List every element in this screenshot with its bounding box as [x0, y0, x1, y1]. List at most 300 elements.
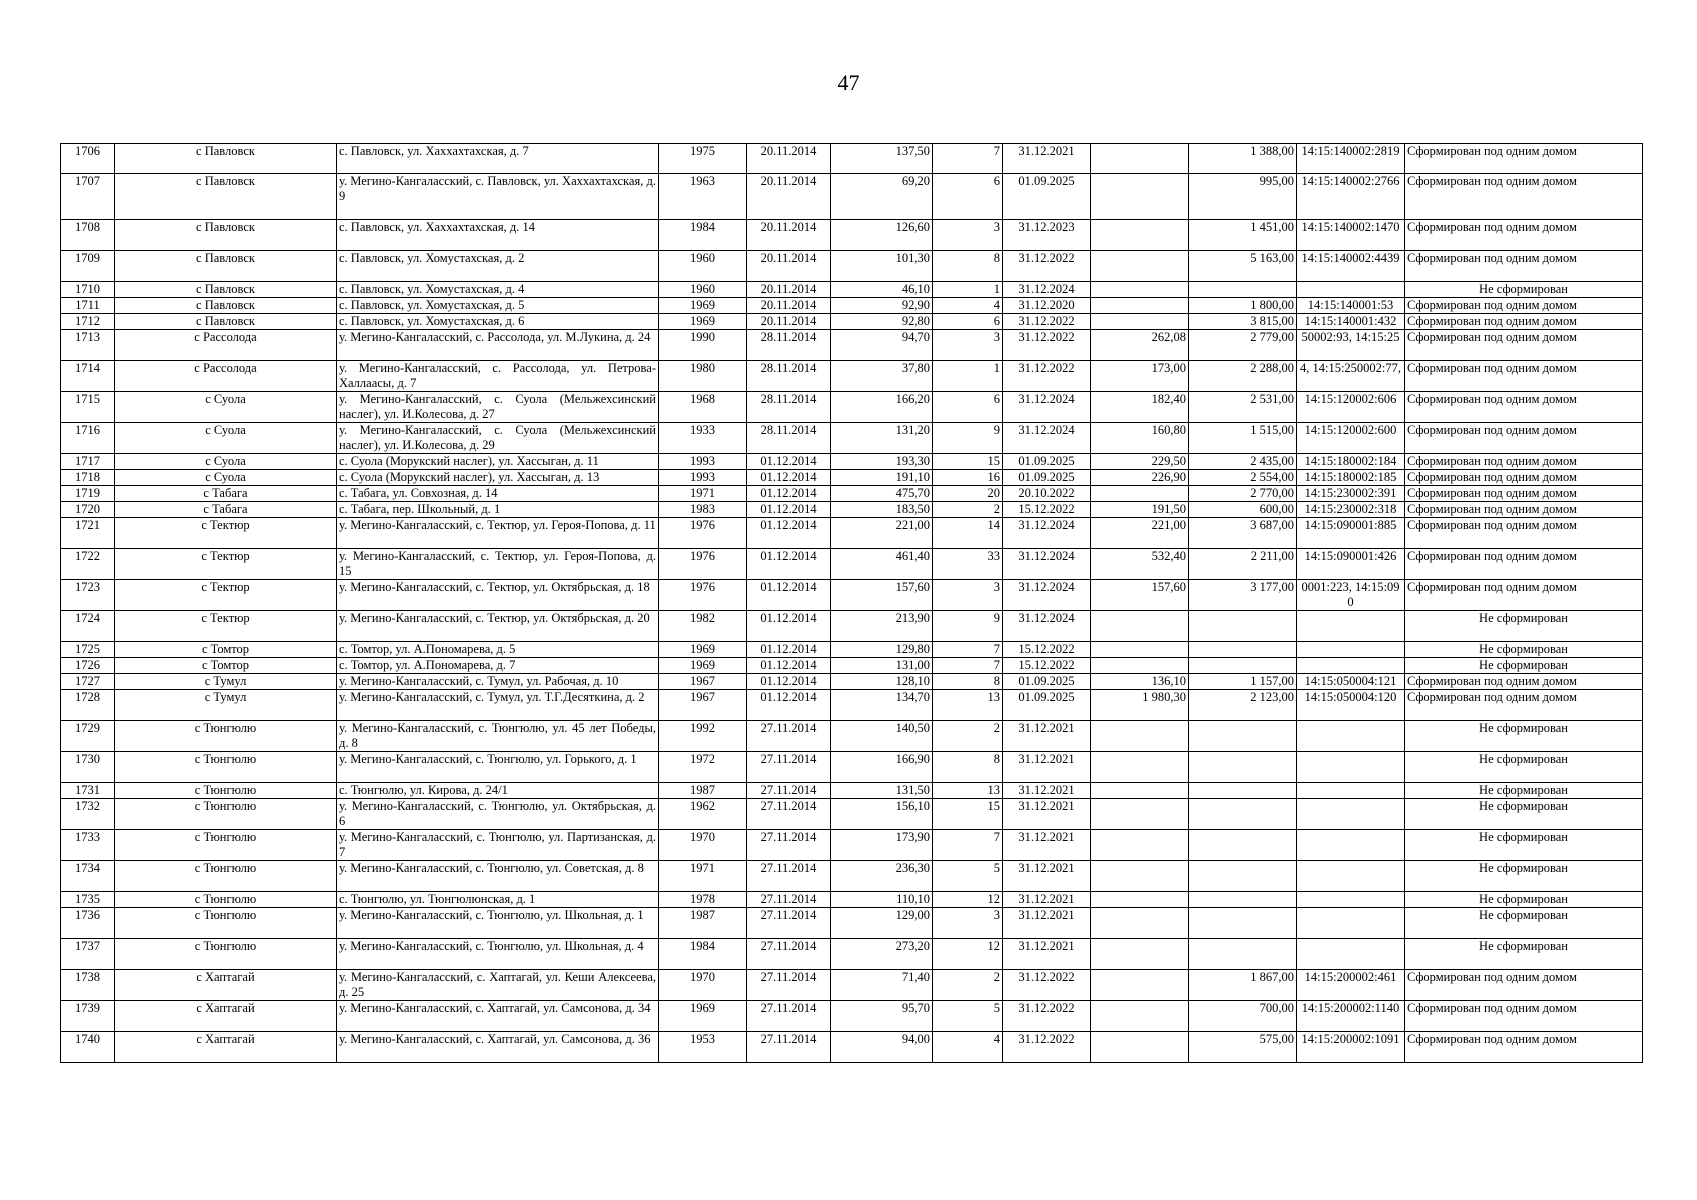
- cadastral-number-cell: 14:15:180002:184: [1297, 454, 1405, 470]
- recognition-date-cell: 20.11.2014: [747, 282, 831, 298]
- address-cell: у. Мегино-Кангаласский, с. Тектюр, ул. Героя-Попова, д. 11: [337, 518, 659, 549]
- address-cell: у. Мегино-Кангаласский, с. Тумул, ул. Рабочая, д. 10: [337, 674, 659, 690]
- settlement-name-cell: с Тюнгюлю: [115, 721, 337, 752]
- resettlement-deadline-cell: 31.12.2020: [1003, 298, 1091, 314]
- land-status-cell: Сформирован под одним домом: [1405, 549, 1643, 580]
- row-number-cell: 1726: [61, 658, 115, 674]
- build-year-cell: 1976: [659, 549, 747, 580]
- build-year-cell: 1982: [659, 611, 747, 642]
- residents-count-cell: 14: [933, 518, 1003, 549]
- recognition-date-cell: 20.11.2014: [747, 251, 831, 282]
- cadastral-cost-cell: 1 800,00: [1189, 298, 1297, 314]
- page-number: 47: [837, 70, 860, 95]
- land-area-cell: [1091, 611, 1189, 642]
- cadastral-cost-cell: [1189, 908, 1297, 939]
- area-cell: 101,30: [831, 251, 933, 282]
- land-area-cell: [1091, 1001, 1189, 1032]
- cadastral-number-cell: 14:15:140002:2766: [1297, 174, 1405, 220]
- row-number-cell: 1740: [61, 1032, 115, 1063]
- cadastral-cost-cell: [1189, 611, 1297, 642]
- residents-count-cell: 33: [933, 549, 1003, 580]
- area-cell: 69,20: [831, 174, 933, 220]
- settlement-name-cell: с Табага: [115, 486, 337, 502]
- settlement-name-cell: с Рассолода: [115, 361, 337, 392]
- table-row: [61, 721, 1643, 752]
- resettlement-deadline-cell: 31.12.2022: [1003, 1032, 1091, 1063]
- residents-count-cell: 8: [933, 752, 1003, 783]
- address-cell: с. Табага, пер. Школьный, д. 1: [337, 502, 659, 518]
- build-year-cell: 1980: [659, 361, 747, 392]
- address-cell: у. Мегино-Кангаласский, с. Тюнгюлю, ул. 45 лет Победы, д. 8: [337, 721, 659, 752]
- resettlement-deadline-cell: 31.12.2024: [1003, 549, 1091, 580]
- resettlement-deadline-cell: 01.09.2025: [1003, 454, 1091, 470]
- recognition-date-cell: 27.11.2014: [747, 970, 831, 1001]
- resettlement-deadline-cell: 31.12.2021: [1003, 144, 1091, 174]
- cadastral-number-cell: [1297, 642, 1405, 658]
- land-area-cell: [1091, 220, 1189, 251]
- cadastral-cost-cell: 3 815,00: [1189, 314, 1297, 330]
- residents-count-cell: 1: [933, 282, 1003, 298]
- residents-count-cell: 9: [933, 423, 1003, 454]
- residents-count-cell: 13: [933, 690, 1003, 721]
- area-cell: 191,10: [831, 470, 933, 486]
- cadastral-number-cell: 14:15:090001:885: [1297, 518, 1405, 549]
- resettlement-deadline-cell: 01.09.2025: [1003, 470, 1091, 486]
- area-cell: 94,00: [831, 1032, 933, 1063]
- cadastral-number-cell: 14:15:200002:1091: [1297, 1032, 1405, 1063]
- table-row: [61, 282, 1643, 298]
- land-status-cell: Сформирован под одним домом: [1405, 674, 1643, 690]
- land-area-cell: [1091, 144, 1189, 174]
- cadastral-cost-cell: [1189, 830, 1297, 861]
- row-number-cell: 1733: [61, 830, 115, 861]
- land-status-cell: Сформирован под одним домом: [1405, 174, 1643, 220]
- recognition-date-cell: 27.11.2014: [747, 1001, 831, 1032]
- housing-registry-table: [60, 143, 1643, 1063]
- residents-count-cell: 5: [933, 861, 1003, 892]
- cadastral-cost-cell: 1 388,00: [1189, 144, 1297, 174]
- settlement-name-cell: с Тектюр: [115, 611, 337, 642]
- resettlement-deadline-cell: 31.12.2021: [1003, 939, 1091, 970]
- residents-count-cell: 4: [933, 1032, 1003, 1063]
- row-number-cell: 1737: [61, 939, 115, 970]
- recognition-date-cell: 27.11.2014: [747, 830, 831, 861]
- resettlement-deadline-cell: 01.09.2025: [1003, 690, 1091, 721]
- residents-count-cell: 12: [933, 892, 1003, 908]
- recognition-date-cell: 27.11.2014: [747, 861, 831, 892]
- settlement-name-cell: с Павловск: [115, 220, 337, 251]
- address-cell: с. Павловск, ул. Хомустахская, д. 6: [337, 314, 659, 330]
- land-status-cell: Сформирован под одним домом: [1405, 361, 1643, 392]
- table-row: [61, 783, 1643, 799]
- row-number-cell: 1714: [61, 361, 115, 392]
- residents-count-cell: 20: [933, 486, 1003, 502]
- resettlement-deadline-cell: 31.12.2021: [1003, 861, 1091, 892]
- land-status-cell: Сформирован под одним домом: [1405, 1032, 1643, 1063]
- cadastral-cost-cell: 3 687,00: [1189, 518, 1297, 549]
- row-number-cell: 1724: [61, 611, 115, 642]
- row-number-cell: 1719: [61, 486, 115, 502]
- cadastral-cost-cell: 2 435,00: [1189, 454, 1297, 470]
- resettlement-deadline-cell: 20.10.2022: [1003, 486, 1091, 502]
- cadastral-number-cell: [1297, 658, 1405, 674]
- area-cell: 71,40: [831, 970, 933, 1001]
- address-cell: с. Павловск, ул. Хомустахская, д. 2: [337, 251, 659, 282]
- land-area-cell: 221,00: [1091, 518, 1189, 549]
- land-status-cell: Сформирован под одним домом: [1405, 518, 1643, 549]
- area-cell: 128,10: [831, 674, 933, 690]
- land-area-cell: 532,40: [1091, 549, 1189, 580]
- cadastral-cost-cell: 2 211,00: [1189, 549, 1297, 580]
- table-row: [61, 1032, 1643, 1063]
- cadastral-number-cell: [1297, 799, 1405, 830]
- land-area-cell: 191,50: [1091, 502, 1189, 518]
- address-cell: с. Тюнгюлю, ул. Тюнгюлюнская, д. 1: [337, 892, 659, 908]
- cadastral-number-cell: 50002:93, 14:15:25: [1297, 330, 1405, 361]
- land-status-cell: Сформирован под одним домом: [1405, 392, 1643, 423]
- resettlement-deadline-cell: 31.12.2022: [1003, 314, 1091, 330]
- settlement-name-cell: с Павловск: [115, 314, 337, 330]
- build-year-cell: 1984: [659, 939, 747, 970]
- table-row: [61, 298, 1643, 314]
- table-row: [61, 690, 1643, 721]
- residents-count-cell: 12: [933, 939, 1003, 970]
- area-cell: 166,90: [831, 752, 933, 783]
- residents-count-cell: 3: [933, 908, 1003, 939]
- land-status-cell: Не сформирован: [1405, 861, 1643, 892]
- address-cell: у. Мегино-Кангаласский, с. Тюнгюлю, ул. Горького, д. 1: [337, 752, 659, 783]
- land-status-cell: Сформирован под одним домом: [1405, 144, 1643, 174]
- cadastral-cost-cell: 2 531,00: [1189, 392, 1297, 423]
- cadastral-number-cell: 14:15:120002:606: [1297, 392, 1405, 423]
- address-cell: с. Павловск, ул. Хаххахтахская, д. 14: [337, 220, 659, 251]
- cadastral-cost-cell: [1189, 783, 1297, 799]
- row-number-cell: 1720: [61, 502, 115, 518]
- residents-count-cell: 8: [933, 251, 1003, 282]
- build-year-cell: 1953: [659, 1032, 747, 1063]
- address-cell: у. Мегино-Кангаласский, с. Хаптагай, ул. Кеши Алексеева, д. 25: [337, 970, 659, 1001]
- area-cell: 137,50: [831, 144, 933, 174]
- settlement-name-cell: с Суола: [115, 423, 337, 454]
- row-number-cell: 1713: [61, 330, 115, 361]
- build-year-cell: 1968: [659, 392, 747, 423]
- resettlement-deadline-cell: 31.12.2024: [1003, 580, 1091, 611]
- build-year-cell: 1933: [659, 423, 747, 454]
- land-area-cell: [1091, 658, 1189, 674]
- land-area-cell: [1091, 298, 1189, 314]
- land-area-cell: 173,00: [1091, 361, 1189, 392]
- recognition-date-cell: 01.12.2014: [747, 690, 831, 721]
- cadastral-cost-cell: [1189, 752, 1297, 783]
- resettlement-deadline-cell: 31.12.2022: [1003, 1001, 1091, 1032]
- table-row: [61, 470, 1643, 486]
- residents-count-cell: 15: [933, 454, 1003, 470]
- settlement-name-cell: с Павловск: [115, 298, 337, 314]
- land-status-cell: Не сформирован: [1405, 752, 1643, 783]
- build-year-cell: 1971: [659, 861, 747, 892]
- area-cell: 193,30: [831, 454, 933, 470]
- settlement-name-cell: с Тюнгюлю: [115, 830, 337, 861]
- settlement-name-cell: с Томтор: [115, 642, 337, 658]
- land-area-cell: [1091, 861, 1189, 892]
- table-row: [61, 220, 1643, 251]
- land-area-cell: 229,50: [1091, 454, 1189, 470]
- land-area-cell: [1091, 174, 1189, 220]
- resettlement-deadline-cell: 31.12.2022: [1003, 361, 1091, 392]
- recognition-date-cell: 01.12.2014: [747, 486, 831, 502]
- residents-count-cell: 16: [933, 470, 1003, 486]
- address-cell: у. Мегино-Кангаласский, с. Тектюр, ул. Героя-Попова, д. 15: [337, 549, 659, 580]
- land-area-cell: [1091, 282, 1189, 298]
- residents-count-cell: 13: [933, 783, 1003, 799]
- recognition-date-cell: 01.12.2014: [747, 642, 831, 658]
- cadastral-cost-cell: [1189, 282, 1297, 298]
- build-year-cell: 1967: [659, 674, 747, 690]
- land-area-cell: [1091, 721, 1189, 752]
- residents-count-cell: 2: [933, 721, 1003, 752]
- recognition-date-cell: 20.11.2014: [747, 314, 831, 330]
- address-cell: у. Мегино-Кангаласский, с. Хаптагай, ул. Самсонова, д. 34: [337, 1001, 659, 1032]
- cadastral-number-cell: [1297, 861, 1405, 892]
- land-area-cell: [1091, 1032, 1189, 1063]
- cadastral-number-cell: [1297, 282, 1405, 298]
- row-number-cell: 1736: [61, 908, 115, 939]
- land-area-cell: 160,80: [1091, 423, 1189, 454]
- recognition-date-cell: 28.11.2014: [747, 423, 831, 454]
- recognition-date-cell: 27.11.2014: [747, 783, 831, 799]
- cadastral-number-cell: 14:15:200002:461: [1297, 970, 1405, 1001]
- recognition-date-cell: 01.12.2014: [747, 580, 831, 611]
- land-status-cell: Не сформирован: [1405, 939, 1643, 970]
- residents-count-cell: 3: [933, 220, 1003, 251]
- area-cell: 94,70: [831, 330, 933, 361]
- resettlement-deadline-cell: 31.12.2021: [1003, 799, 1091, 830]
- residents-count-cell: 7: [933, 658, 1003, 674]
- cadastral-number-cell: [1297, 939, 1405, 970]
- address-cell: у. Мегино-Кангаласский, с. Тумул, ул. Т.Г.Десяткина, д. 2: [337, 690, 659, 721]
- land-status-cell: Сформирован под одним домом: [1405, 502, 1643, 518]
- recognition-date-cell: 01.12.2014: [747, 502, 831, 518]
- cadastral-number-cell: [1297, 783, 1405, 799]
- row-number-cell: 1723: [61, 580, 115, 611]
- cadastral-number-cell: 14:15:140002:4439: [1297, 251, 1405, 282]
- land-area-cell: [1091, 752, 1189, 783]
- address-cell: у. Мегино-Кангаласский, с. Суола (Мельжехсинский наслег), ул. И.Колесова, д. 29: [337, 423, 659, 454]
- cadastral-number-cell: [1297, 611, 1405, 642]
- address-cell: у. Мегино-Кангаласский, с. Рассолода, ул. М.Лукина, д. 24: [337, 330, 659, 361]
- resettlement-deadline-cell: 31.12.2022: [1003, 970, 1091, 1001]
- area-cell: 273,20: [831, 939, 933, 970]
- resettlement-deadline-cell: 01.09.2025: [1003, 674, 1091, 690]
- table-row: [61, 1001, 1643, 1032]
- area-cell: 92,80: [831, 314, 933, 330]
- address-cell: с. Томтор, ул. А.Пономарева, д. 5: [337, 642, 659, 658]
- row-number-cell: 1728: [61, 690, 115, 721]
- build-year-cell: 1971: [659, 486, 747, 502]
- resettlement-deadline-cell: 31.12.2021: [1003, 892, 1091, 908]
- residents-count-cell: 3: [933, 580, 1003, 611]
- address-cell: у. Мегино-Кангаласский, с. Тектюр, ул. Октябрьская, д. 18: [337, 580, 659, 611]
- settlement-name-cell: с Табага: [115, 502, 337, 518]
- settlement-name-cell: с Тюнгюлю: [115, 908, 337, 939]
- resettlement-deadline-cell: 31.12.2023: [1003, 220, 1091, 251]
- cadastral-cost-cell: 2 554,00: [1189, 470, 1297, 486]
- address-cell: с. Павловск, ул. Хомустахская, д. 4: [337, 282, 659, 298]
- land-status-cell: Сформирован под одним домом: [1405, 298, 1643, 314]
- residents-count-cell: 3: [933, 330, 1003, 361]
- residents-count-cell: 8: [933, 674, 1003, 690]
- row-number-cell: 1732: [61, 799, 115, 830]
- residents-count-cell: 1: [933, 361, 1003, 392]
- row-number-cell: 1731: [61, 783, 115, 799]
- area-cell: 166,20: [831, 392, 933, 423]
- land-area-cell: [1091, 970, 1189, 1001]
- settlement-name-cell: с Тектюр: [115, 518, 337, 549]
- row-number-cell: 1721: [61, 518, 115, 549]
- resettlement-deadline-cell: 15.12.2022: [1003, 658, 1091, 674]
- row-number-cell: 1738: [61, 970, 115, 1001]
- row-number-cell: 1710: [61, 282, 115, 298]
- land-area-cell: [1091, 799, 1189, 830]
- cadastral-cost-cell: [1189, 939, 1297, 970]
- table-row: [61, 144, 1643, 174]
- recognition-date-cell: 28.11.2014: [747, 392, 831, 423]
- cadastral-cost-cell: [1189, 721, 1297, 752]
- land-status-cell: Сформирован под одним домом: [1405, 220, 1643, 251]
- resettlement-deadline-cell: 31.12.2024: [1003, 423, 1091, 454]
- cadastral-cost-cell: [1189, 642, 1297, 658]
- cadastral-cost-cell: [1189, 892, 1297, 908]
- settlement-name-cell: с Тектюр: [115, 549, 337, 580]
- build-year-cell: 1960: [659, 251, 747, 282]
- land-status-cell: Сформирован под одним домом: [1405, 580, 1643, 611]
- table-row: [61, 251, 1643, 282]
- table-row: [61, 330, 1643, 361]
- table-row: [61, 361, 1643, 392]
- resettlement-deadline-cell: 01.09.2025: [1003, 174, 1091, 220]
- cadastral-cost-cell: 2 779,00: [1189, 330, 1297, 361]
- recognition-date-cell: 20.11.2014: [747, 298, 831, 314]
- row-number-cell: 1722: [61, 549, 115, 580]
- residents-count-cell: 15: [933, 799, 1003, 830]
- residents-count-cell: 6: [933, 174, 1003, 220]
- resettlement-deadline-cell: 31.12.2021: [1003, 721, 1091, 752]
- row-number-cell: 1729: [61, 721, 115, 752]
- resettlement-deadline-cell: 31.12.2024: [1003, 392, 1091, 423]
- table-row: [61, 549, 1643, 580]
- table-row: [61, 642, 1643, 658]
- build-year-cell: 1984: [659, 220, 747, 251]
- build-year-cell: 1967: [659, 690, 747, 721]
- area-cell: 183,50: [831, 502, 933, 518]
- cadastral-cost-cell: 5 163,00: [1189, 251, 1297, 282]
- registry-body: [61, 144, 1643, 1063]
- area-cell: 37,80: [831, 361, 933, 392]
- cadastral-cost-cell: 1 515,00: [1189, 423, 1297, 454]
- land-status-cell: Не сформирован: [1405, 908, 1643, 939]
- recognition-date-cell: 28.11.2014: [747, 330, 831, 361]
- build-year-cell: 1987: [659, 783, 747, 799]
- land-area-cell: [1091, 908, 1189, 939]
- residents-count-cell: 6: [933, 392, 1003, 423]
- residents-count-cell: 2: [933, 970, 1003, 1001]
- cadastral-cost-cell: 575,00: [1189, 1032, 1297, 1063]
- resettlement-deadline-cell: 31.12.2021: [1003, 783, 1091, 799]
- cadastral-cost-cell: 600,00: [1189, 502, 1297, 518]
- settlement-name-cell: с Тектюр: [115, 580, 337, 611]
- settlement-name-cell: с Томтор: [115, 658, 337, 674]
- row-number-cell: 1715: [61, 392, 115, 423]
- land-status-cell: Не сформирован: [1405, 721, 1643, 752]
- land-status-cell: Не сформирован: [1405, 611, 1643, 642]
- area-cell: 173,90: [831, 830, 933, 861]
- area-cell: 475,70: [831, 486, 933, 502]
- residents-count-cell: 7: [933, 642, 1003, 658]
- residents-count-cell: 5: [933, 1001, 1003, 1032]
- cadastral-cost-cell: [1189, 658, 1297, 674]
- recognition-date-cell: 01.12.2014: [747, 470, 831, 486]
- row-number-cell: 1730: [61, 752, 115, 783]
- row-number-cell: 1735: [61, 892, 115, 908]
- cadastral-cost-cell: 995,00: [1189, 174, 1297, 220]
- land-status-cell: Сформирован под одним домом: [1405, 314, 1643, 330]
- table-row: [61, 830, 1643, 861]
- table-row: [61, 486, 1643, 502]
- cadastral-cost-cell: 2 123,00: [1189, 690, 1297, 721]
- residents-count-cell: 4: [933, 298, 1003, 314]
- area-cell: 213,90: [831, 611, 933, 642]
- area-cell: 131,50: [831, 783, 933, 799]
- land-area-cell: [1091, 314, 1189, 330]
- area-cell: 129,80: [831, 642, 933, 658]
- cadastral-number-cell: 14:15:090001:426: [1297, 549, 1405, 580]
- table-row: [61, 674, 1643, 690]
- cadastral-number-cell: 0001:223, 14:15:090: [1297, 580, 1405, 611]
- land-status-cell: Не сформирован: [1405, 830, 1643, 861]
- settlement-name-cell: с Тумул: [115, 690, 337, 721]
- recognition-date-cell: 27.11.2014: [747, 752, 831, 783]
- land-area-cell: 1 980,30: [1091, 690, 1189, 721]
- settlement-name-cell: с Павловск: [115, 144, 337, 174]
- row-number-cell: 1739: [61, 1001, 115, 1032]
- cadastral-cost-cell: 700,00: [1189, 1001, 1297, 1032]
- row-number-cell: 1716: [61, 423, 115, 454]
- area-cell: 126,60: [831, 220, 933, 251]
- cadastral-number-cell: 14:15:120002:600: [1297, 423, 1405, 454]
- recognition-date-cell: 20.11.2014: [747, 174, 831, 220]
- land-status-cell: Не сформирован: [1405, 282, 1643, 298]
- build-year-cell: 1978: [659, 892, 747, 908]
- build-year-cell: 1972: [659, 752, 747, 783]
- land-area-cell: [1091, 783, 1189, 799]
- area-cell: 46,10: [831, 282, 933, 298]
- recognition-date-cell: 27.11.2014: [747, 908, 831, 939]
- table-row: [61, 314, 1643, 330]
- cadastral-cost-cell: [1189, 861, 1297, 892]
- area-cell: 157,60: [831, 580, 933, 611]
- settlement-name-cell: с Хаптагай: [115, 1001, 337, 1032]
- area-cell: 131,20: [831, 423, 933, 454]
- address-cell: с. Томтор, ул. А.Пономарева, д. 7: [337, 658, 659, 674]
- land-status-cell: Не сформирован: [1405, 799, 1643, 830]
- land-status-cell: Сформирован под одним домом: [1405, 423, 1643, 454]
- resettlement-deadline-cell: 31.12.2022: [1003, 251, 1091, 282]
- row-number-cell: 1727: [61, 674, 115, 690]
- address-cell: с. Табага, ул. Совхозная, д. 14: [337, 486, 659, 502]
- row-number-cell: 1707: [61, 174, 115, 220]
- land-area-cell: 136,10: [1091, 674, 1189, 690]
- cadastral-number-cell: 4, 14:15:250002:77,: [1297, 361, 1405, 392]
